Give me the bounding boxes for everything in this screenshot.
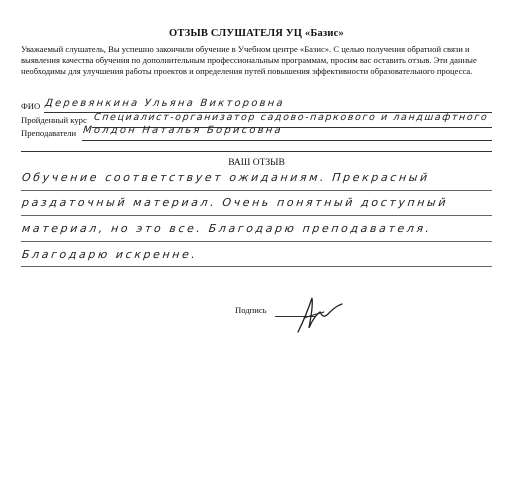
- review-rule-4: [21, 266, 492, 267]
- review-line-4: Благодарю искренне.: [21, 248, 199, 261]
- form-title: ОТЗЫВ СЛУШАТЕЛЯ УЦ «Базис»: [169, 28, 344, 39]
- signature-label: Подпись: [235, 305, 267, 315]
- review-rule-2: [21, 215, 492, 216]
- course-value: Специалист-организатор садово-паркового и ландшафтного: [93, 112, 489, 123]
- teachers-value: Молдон Наталья Борисовна: [82, 125, 284, 136]
- review-line-2: раздаточный материал. Очень понятный доступный: [21, 196, 449, 209]
- review-heading: ВАШ ОТЗЫВ: [228, 158, 285, 168]
- fio-label: ФИО: [21, 101, 41, 111]
- separator-line: [21, 151, 492, 152]
- intro-paragraph: Уважаемый слушатель, Вы успешно закончили обучение в Учебном центре «Базис». С целью получения обратной связи и выявления качества обучения по дополнительным профессиональным программам, просим вас оставить отзыв. Эти данные необходимы для улучшения работы проектов и определения путей повышения эффективности образовательного процесса.: [21, 44, 477, 76]
- teachers-underline: [82, 140, 492, 141]
- teachers-label: Преподаватели: [21, 128, 77, 138]
- review-line-1: Обучение соответствует ожиданиям. Прекрасный: [21, 171, 431, 184]
- review-rule-1: [21, 190, 492, 191]
- review-rule-3: [21, 241, 492, 242]
- review-line-3: материал, но это все. Благодарю преподавателя.: [21, 222, 433, 235]
- fio-value: Деревянкина Ульяна Викторовна: [44, 98, 286, 109]
- course-label: Пройденный курс: [21, 115, 87, 125]
- handwritten-signature: [284, 292, 354, 342]
